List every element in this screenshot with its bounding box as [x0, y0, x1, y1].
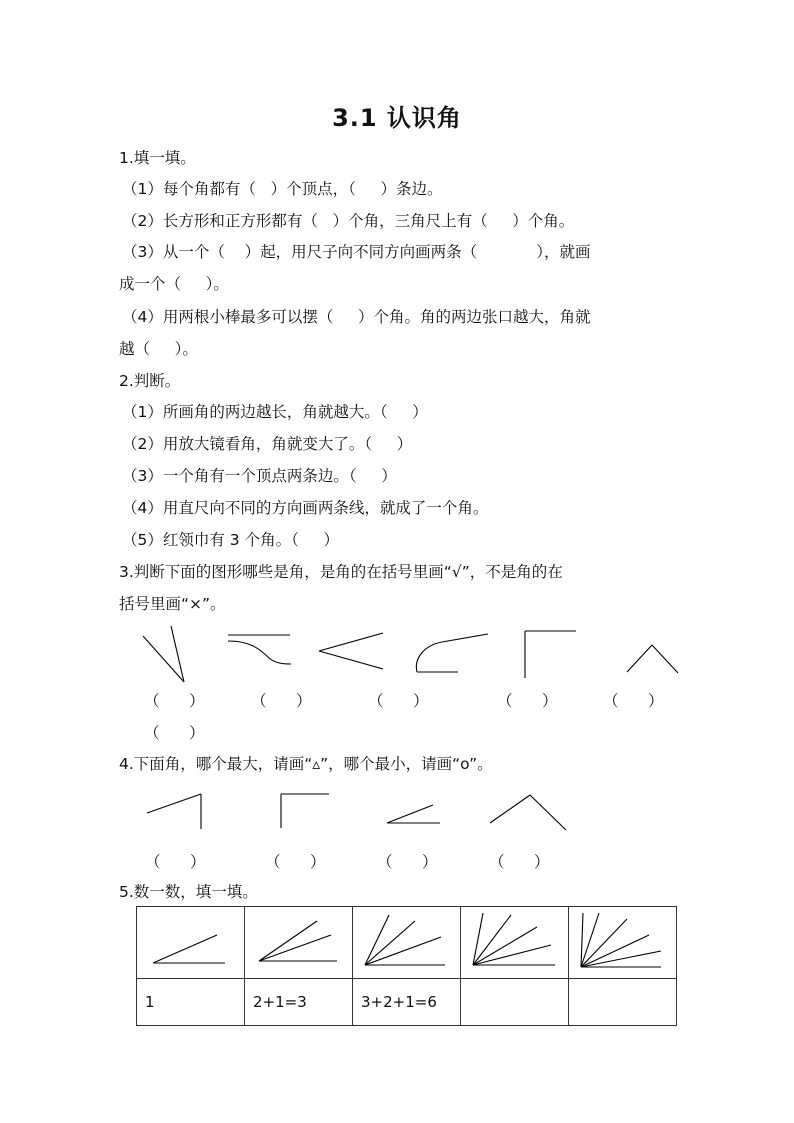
q4-angle-3 — [386, 803, 442, 825]
q3-paren-2[interactable]: （ ） — [251, 692, 312, 710]
q3-paren-1[interactable]: （ ） — [144, 692, 205, 710]
q3-heading-a: 3.判断下面的图形哪些是角，是角的在括号里画“√”，不是角的在 — [119, 563, 563, 581]
q4-paren-1[interactable]: （ ） — [145, 853, 206, 871]
q1-heading: 1.填一填。 — [119, 149, 196, 167]
count-angles-table — [136, 906, 677, 1026]
value-cell-5[interactable] — [569, 979, 677, 1026]
q4-paren-4[interactable]: （ ） — [489, 853, 550, 871]
q2-heading: 2.判断。 — [119, 372, 181, 390]
q2-item-3: （3）一个角有一个顶点两条边。（ ） — [122, 467, 397, 485]
fig-cell-1 — [137, 907, 245, 979]
fig-cell-5 — [569, 907, 677, 979]
q1-item-3a: （3）从一个（ ）起，用尺子向不同方向画两条（ ），就画 — [122, 243, 591, 261]
fig-cell-4 — [461, 907, 569, 979]
fan-2-rays — [245, 907, 352, 978]
fan-1-rays — [137, 907, 244, 978]
q1-item-3b: 成一个（ ）。 — [119, 275, 229, 293]
fig-cell-2 — [245, 907, 353, 979]
fan-4-rays — [461, 907, 568, 978]
q3-figure-2 — [227, 630, 293, 664]
q3-figure-3 — [319, 631, 385, 669]
fan-5-rays — [569, 907, 676, 978]
q3-paren-5[interactable]: （ ） — [603, 692, 664, 710]
q2-item-1: （1）所画角的两边越长，角就越大。（ ） — [122, 403, 428, 421]
q4-angle-4 — [490, 793, 568, 831]
q3-paren-6[interactable]: （ ） — [144, 724, 205, 742]
q4-paren-3[interactable]: （ ） — [377, 853, 438, 871]
value-cell-4[interactable] — [461, 979, 569, 1026]
q3-figure-5 — [522, 629, 578, 679]
fan-3-rays — [353, 907, 460, 978]
q4-heading: 4.下面角，哪个最大，请画“▵”，哪个最小，请画“o”。 — [119, 755, 493, 773]
q3-paren-4[interactable]: （ ） — [497, 692, 558, 710]
q2-item-5: （5）红领巾有 3 个角。（ ） — [122, 531, 339, 549]
value-cell-1: 1 — [137, 979, 245, 1026]
q3-figure-4 — [414, 632, 490, 674]
value-cell-3: 3+2+1=6 — [353, 979, 461, 1026]
q1-item-4b: 越（ ）。 — [119, 340, 198, 358]
q4-angle-2 — [279, 792, 331, 828]
q2-item-4: （4）用直尺向不同的方向画两条线，就成了一个角。 — [122, 499, 489, 517]
q3-figure-1 — [141, 624, 181, 684]
q1-item-4a: （4）用两根小棒最多可以摆（ ）个角。角的两边张口越大，角就 — [122, 308, 591, 326]
page-title: 3.1 认识角 — [332, 104, 462, 132]
q2-item-2: （2）用放大镜看角，角就变大了。（ ） — [122, 435, 413, 453]
q3-figure-6 — [627, 644, 679, 674]
q4-angle-1 — [146, 793, 206, 829]
value-cell-2: 2+1=3 — [245, 979, 353, 1026]
q1-item-2: （2）长方形和正方形都有（ ）个角，三角尺上有（ ）个角。 — [122, 212, 575, 230]
q1-item-1: （1）每个角都有（ ）个顶点，（ ）条边。 — [122, 180, 443, 198]
q4-paren-2[interactable]: （ ） — [265, 853, 326, 871]
q3-paren-3[interactable]: （ ） — [368, 692, 429, 710]
q3-heading-b: 括号里画“×”。 — [119, 595, 226, 613]
q5-heading: 5.数一数，填一填。 — [119, 883, 258, 901]
fig-cell-3 — [353, 907, 461, 979]
